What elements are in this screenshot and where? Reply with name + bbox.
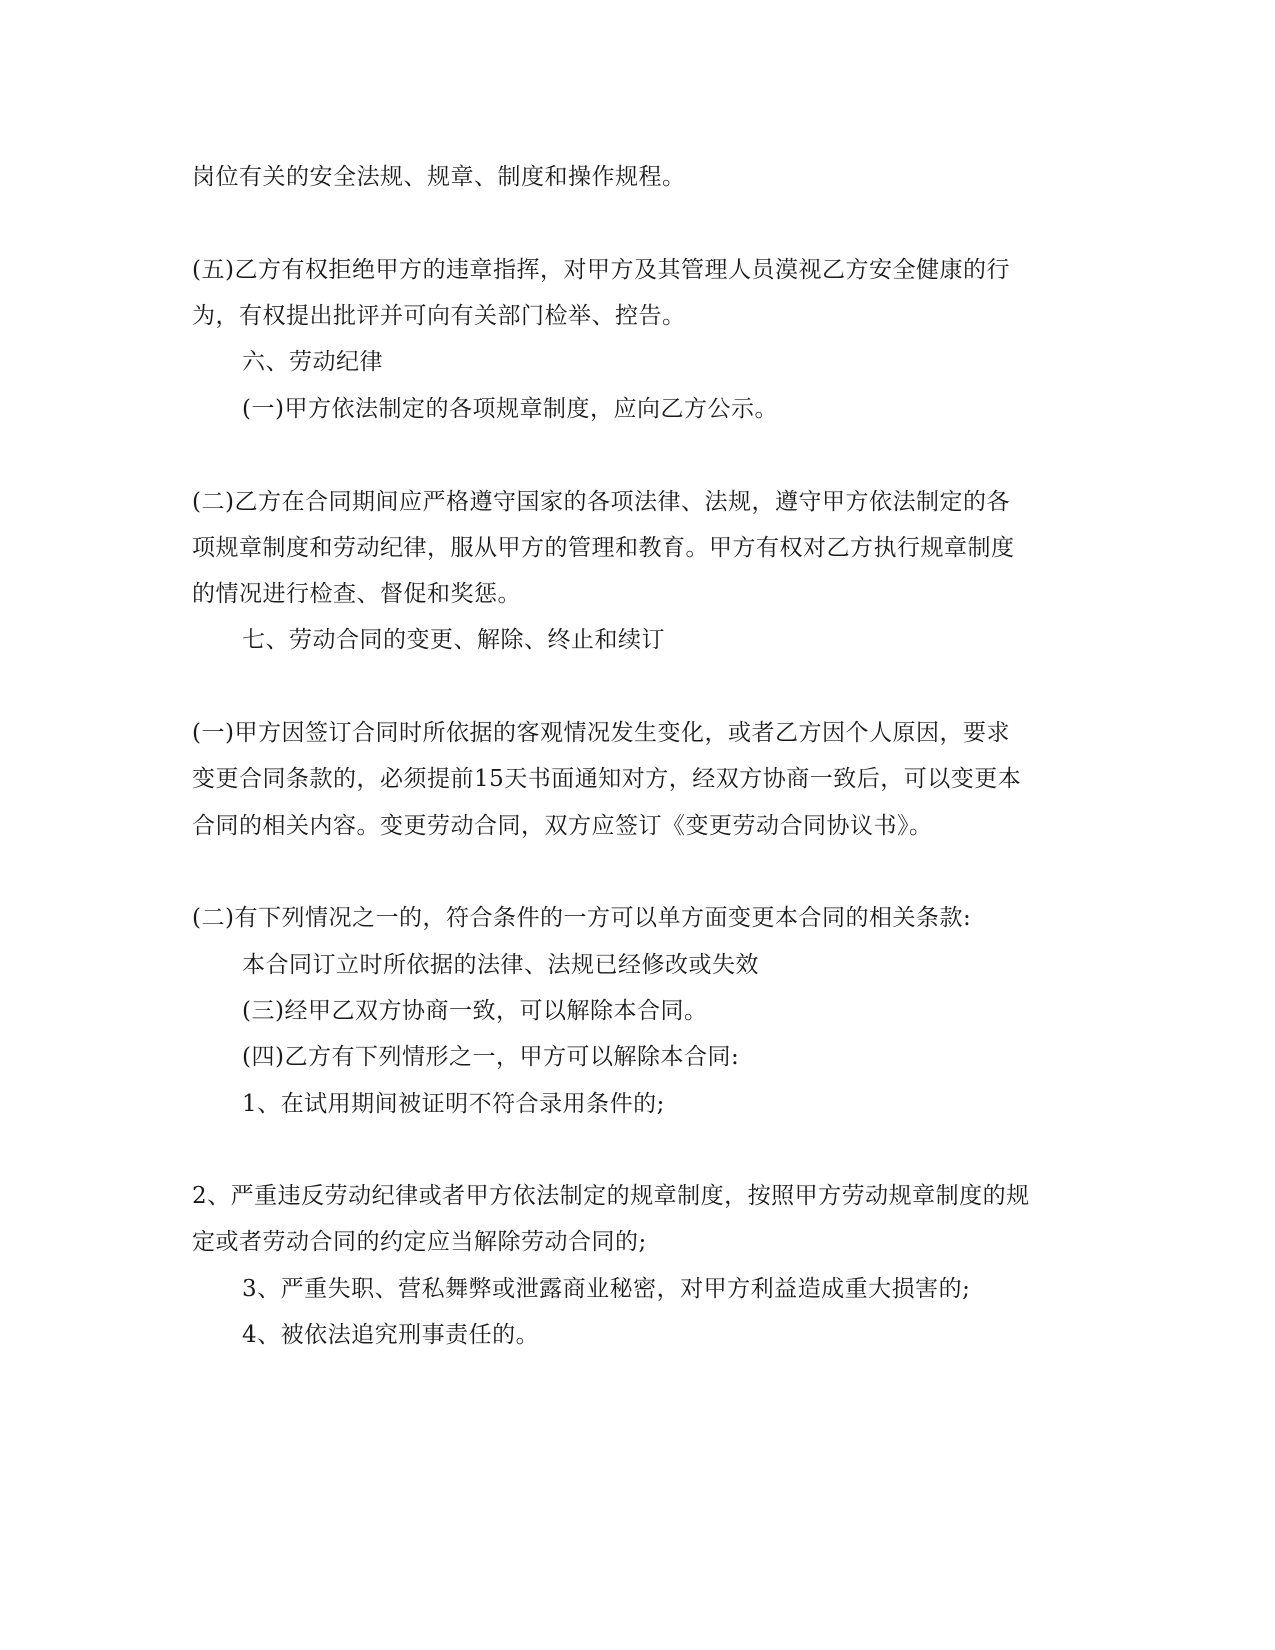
paragraph-line: 为，有权提出批评并可向有关部门检举、控告。 — [192, 303, 686, 329]
paragraph-line: (一)甲方因签订合同时所依据的客观情况发生变化，或者乙方因个人原因，要求 — [192, 720, 1010, 746]
list-item: 1、在试用期间被证明不符合录用条件的; — [242, 1091, 665, 1117]
paragraph-line: (三)经甲乙双方协商一致，可以解除本合同。 — [242, 998, 708, 1024]
list-item: 2、严重违反劳动纪律或者甲方依法制定的规章制度，按照甲方劳动规章制度的规 — [192, 1183, 1030, 1209]
paragraph-line: 定或者劳动合同的约定应当解除劳动合同的; — [192, 1229, 647, 1255]
paragraph-line: 变更合同条款的，必须提前15天书面通知对方，经双方协商一致后，可以变更本 — [192, 766, 1022, 792]
paragraph-line: (四)乙方有下列情形之一，甲方可以解除本合同: — [242, 1044, 740, 1070]
list-item: 4、被依法追究刑事责任的。 — [242, 1322, 540, 1348]
paragraph-line: 本合同订立时所依据的法律、法规已经修改或失效 — [242, 952, 759, 978]
paragraph-line: 岗位有关的安全法规、规章、制度和操作规程。 — [192, 164, 686, 190]
paragraph-line: (五)乙方有权拒绝甲方的违章指挥，对甲方及其管理人员漠视乙方安全健康的行 — [192, 257, 1010, 283]
paragraph-line: (二)乙方在合同期间应严格遵守国家的各项法律、法规，遵守甲方依法制定的各 — [192, 489, 1010, 515]
paragraph-line: 合同的相关内容。变更劳动合同，双方应签订《变更劳动合同协议书》。 — [192, 813, 933, 839]
paragraph-line: 项规章制度和劳动纪律，服从甲方的管理和教育。甲方有权对乙方执行规章制度 — [192, 535, 1015, 561]
paragraph-line: (二)有下列情况之一的，符合条件的一方可以单方面变更本合同的相关条款: — [192, 905, 972, 931]
section-heading: 六、劳动纪律 — [242, 349, 383, 375]
list-item: 3、严重失职、营私舞弊或泄露商业秘密，对甲方利益造成重大损害的; — [242, 1276, 971, 1302]
section-heading: 七、劳动合同的变更、解除、终止和续订 — [242, 627, 665, 653]
paragraph-line: 的情况进行检查、督促和奖惩。 — [192, 581, 521, 607]
paragraph-line: (一)甲方依法制定的各项规章制度，应向乙方公示。 — [242, 396, 778, 422]
